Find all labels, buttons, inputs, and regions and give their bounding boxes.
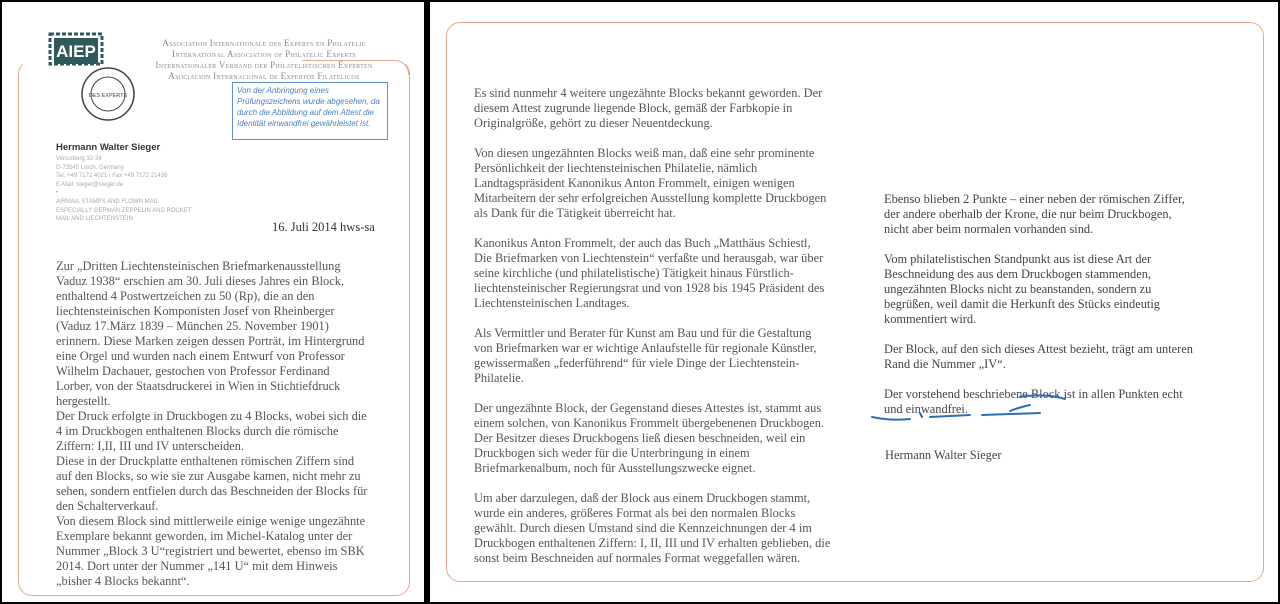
text-line: Die Briefmarken von Liechtenstein“ verfaßte und herausgab, war über bbox=[474, 251, 824, 265]
paragraph bbox=[56, 454, 367, 514]
text-line: liechtensteinischer Regierungsrat und von 1928 bis 1945 Präsident des bbox=[474, 281, 825, 295]
text-line: Druckbogen sich weder für die Unterbringung in einem bbox=[474, 446, 750, 460]
text-line: seine kirchliche (und philatelistische) Tätigkeit hinaus Fürstlich- bbox=[474, 266, 794, 280]
text-line: Der Besitzer dieses Druckbogens ließ diesen beschneiden, weil ein bbox=[474, 431, 806, 445]
stamp-note: Von der Anbringung eines Prüfungszeichens wurde abgesehen, da durch die Abbildung auf dem Attest die Identität einwandfrei gewährleistet ist. bbox=[232, 82, 388, 140]
text-line: Der ungezähnte Block, der Gegenstand dieses Attestes ist, stammt aus bbox=[474, 401, 822, 415]
text-line: Der vorstehend beschriebene Block ist in allen Punkten echt bbox=[884, 387, 1183, 401]
text-line: erinnern. Diese Marken zeigen dessen Porträt, im Hintergrund bbox=[56, 334, 365, 348]
text-line: wurde ein anderes, größeres Format als bei den normalen Blocks bbox=[474, 506, 796, 520]
text-line: Rand die Nummer „IV“. bbox=[884, 357, 1006, 371]
paragraph bbox=[474, 236, 830, 311]
specialty-line: MAIL AND LIECHTENSTEIN bbox=[56, 216, 133, 223]
text-line: sonst beim Beschneiden auf normales Format weggefallen wären. bbox=[474, 551, 801, 565]
text-line: sehen, sondern entfielen durch das Beschneiden der Blocks für bbox=[56, 484, 368, 498]
text-line: Als Vermittler und Berater für Kunst am Bau und für die Gestaltung bbox=[474, 326, 812, 340]
text-line: eine Orgel und wurden nach einem Entwurf von Professor bbox=[56, 349, 345, 363]
text-line: 2014. Dort unter der Nummer „141 U“ mit dem Hinweis bbox=[56, 559, 338, 573]
text-line: Beschneidung des aus dem Druckbogen stammenden, bbox=[884, 267, 1152, 281]
association-name-es: Asociacion Internacional de Expertos Filatelicos bbox=[168, 71, 360, 81]
specialty-line: AIRMAIL STAMPS AND FLOWN MAIL bbox=[56, 198, 159, 205]
association-name-fr: Association Internationale des Experts en Philatelie bbox=[162, 38, 366, 48]
text-line: Es sind nunmehr 4 weitere ungezähnte Blocks bekannt geworden. Der bbox=[474, 86, 823, 100]
text-line: Landtagspräsident Kanonikus Anton Frommelt, einigen wenigen bbox=[474, 176, 795, 190]
text-line: (Vaduz 17.März 1839 – München 25. November 1901) bbox=[56, 319, 329, 333]
text-line: kommentiert wird. bbox=[884, 312, 977, 326]
text-line: Originalgröße, gehört zu dieser Neuentdeckung. bbox=[474, 116, 713, 130]
text-line: auf den Blocks, so wie sie zur Ausgabe kamen, nicht mehr zu bbox=[56, 469, 361, 483]
text-line: Von diesem Block sind mittlerweile einige wenige ungezähnte bbox=[56, 514, 366, 528]
text-line: Nummer „Block 3 U“registriert und bewertet, ebenso im SBK bbox=[56, 544, 365, 558]
text-line: Wilhelm Dachauer, gestochen von Professor Ferdinand bbox=[56, 364, 330, 378]
email-line: E-Mail: sieger@sieger.de bbox=[56, 181, 124, 188]
paragraph bbox=[884, 252, 1193, 327]
text-line: „bisher 4 Blocks bekannt“. bbox=[56, 574, 190, 588]
association-name-de: Internationaler Verband der Philatelistischen Experten bbox=[155, 60, 373, 70]
paragraph bbox=[474, 146, 830, 221]
text-line: einem solchen, von Kanonikus Frommelt übergebenenen Druckbogen. bbox=[474, 416, 825, 430]
text-line: Philatelie. bbox=[474, 371, 524, 385]
paragraph bbox=[56, 514, 367, 589]
text-line: Exemplare bekannt geworden, im Michel-Katalog unter der bbox=[56, 529, 353, 543]
sender-name: Hermann Walter Sieger bbox=[56, 142, 161, 153]
signer-name: Hermann Walter Sieger bbox=[885, 448, 1002, 462]
text-line: Briefmarkenalbum, noch für Ausstellungszwecke eignet. bbox=[474, 461, 756, 475]
text-line: als Dank für die Tätigkeit überreicht hat. bbox=[474, 206, 676, 220]
association-name-en: International Association of Philatelic Experts bbox=[172, 49, 356, 59]
phone-line: Tel. +49 7172 4021 / Fax +49 7172 21436 bbox=[56, 173, 168, 180]
text-line: gewählt. Durch diesen Umstand sind die Kennzeichnungen der 4 im bbox=[474, 521, 812, 535]
certificate-page-1 bbox=[2, 2, 424, 602]
text-line: diesem Attest zugrunde liegende Block, gemäß der Farbkopie in bbox=[474, 101, 793, 115]
address-line: Venusberg 32-34 bbox=[56, 156, 102, 162]
text-line: Liechtensteinischen Landtages. bbox=[474, 296, 630, 310]
paragraph bbox=[474, 491, 830, 566]
text-line: begrüßen, weil damit die Herkunft des Stücks eindeutig bbox=[884, 297, 1160, 311]
text-line: den Schalterverkauf. bbox=[56, 499, 159, 513]
aiep-logo-text: AIEP bbox=[56, 42, 96, 61]
association-names bbox=[114, 38, 414, 82]
letter-date: 16. Juli 2014 hws-sa bbox=[272, 220, 375, 234]
paragraph bbox=[474, 401, 830, 476]
text-line: und einwandfrei. bbox=[884, 402, 968, 416]
text-line: Kanonikus Anton Frommelt, der auch das Buch „Matthäus Schiestl, bbox=[474, 236, 811, 250]
svg-text:DES EXPERTS: DES EXPERTS bbox=[88, 93, 128, 99]
text-line: Vom philatelistischen Standpunkt aus ist diese Art der bbox=[884, 252, 1152, 266]
paragraph bbox=[56, 409, 367, 454]
text-line: Ziffern: I,II, III und IV unterscheiden. bbox=[56, 439, 245, 453]
text-line: Vaduz 1938“ erschien am 30. Juli dieses Jahres ein Block, bbox=[56, 274, 345, 288]
paragraph bbox=[884, 342, 1193, 372]
address-line: D-73545 Lorch, Germany bbox=[56, 164, 124, 171]
text-line: von Briefmarken war er wichtige Anlaufstelle für regionale Künstler, bbox=[474, 341, 817, 355]
text-line: Ebenso blieben 2 Punkte – einer neben der römischen Ziffer, bbox=[884, 192, 1185, 206]
paragraph bbox=[884, 192, 1193, 237]
sender-address bbox=[56, 155, 191, 224]
text-line: Um aber darzulegen, daß der Block aus einem Druckbogen stammt, bbox=[474, 491, 811, 505]
text-line: der andere oberhalb der Krone, die nur beim Druckbogen, bbox=[884, 207, 1172, 221]
text-line: Persönlichkeit der liechtensteinischen Philatelie, nämlich bbox=[474, 161, 758, 175]
text-line: gewissermaßen „federführend“ für viele Dinge der Liechtenstein- bbox=[474, 356, 800, 370]
paragraph bbox=[474, 86, 830, 131]
text-line: Der Druck erfolgte in Druckbogen zu 4 Blocks, wobei sich die bbox=[56, 409, 367, 423]
text-line: 4 im Druckbogen enthaltenen Blocks durch die römische bbox=[56, 424, 339, 438]
text-line: nicht aber beim normalen vorhanden sind. bbox=[884, 222, 1094, 236]
text-line: hergestellt. bbox=[56, 394, 111, 408]
text-line: Druckbogen enthaltenen Ziffern: I, II, III und IV erhalten geblieben, die bbox=[474, 536, 831, 550]
handwritten-signature bbox=[870, 387, 1090, 427]
text-line: Diese in der Druckplatte enthaltenen römischen Ziffern sind bbox=[56, 454, 355, 468]
text-line: ungezähnten Blocks nicht zu beanstanden, sondern zu bbox=[884, 282, 1152, 296]
body-text-left bbox=[56, 259, 367, 589]
paragraph bbox=[56, 259, 367, 409]
body-text-middle bbox=[474, 86, 830, 581]
text-line: Von diesen ungezähnten Blocks weiß man, daß eine sehr prominente bbox=[474, 146, 815, 160]
text-line: Zur „Dritten Liechtensteinischen Briefmarkenausstellung bbox=[56, 259, 341, 273]
certificate-page-2 bbox=[430, 2, 1278, 602]
bullet: • bbox=[56, 190, 59, 197]
text-line: enthaltend 4 Postwertzeichen zu 50 (Rp), die an den bbox=[56, 289, 315, 303]
text-line: Mitarbeitern der sehr erfolgreichen Ausstellung komplette Druckbogen bbox=[474, 191, 827, 205]
paragraph bbox=[474, 326, 830, 386]
text-line: Der Block, auf den sich dieses Attest bezieht, trägt am unteren bbox=[884, 342, 1193, 356]
specialty-line: ESPECIALLY GERMAN ZEPPELIN AND ROCKET bbox=[56, 207, 192, 214]
text-line: Lorber, von der Staatsdruckerei in Wien in Stichtiefdruck bbox=[56, 379, 341, 393]
text-line: liechtensteinischen Komponisten Josef von Rheinberger bbox=[56, 304, 335, 318]
